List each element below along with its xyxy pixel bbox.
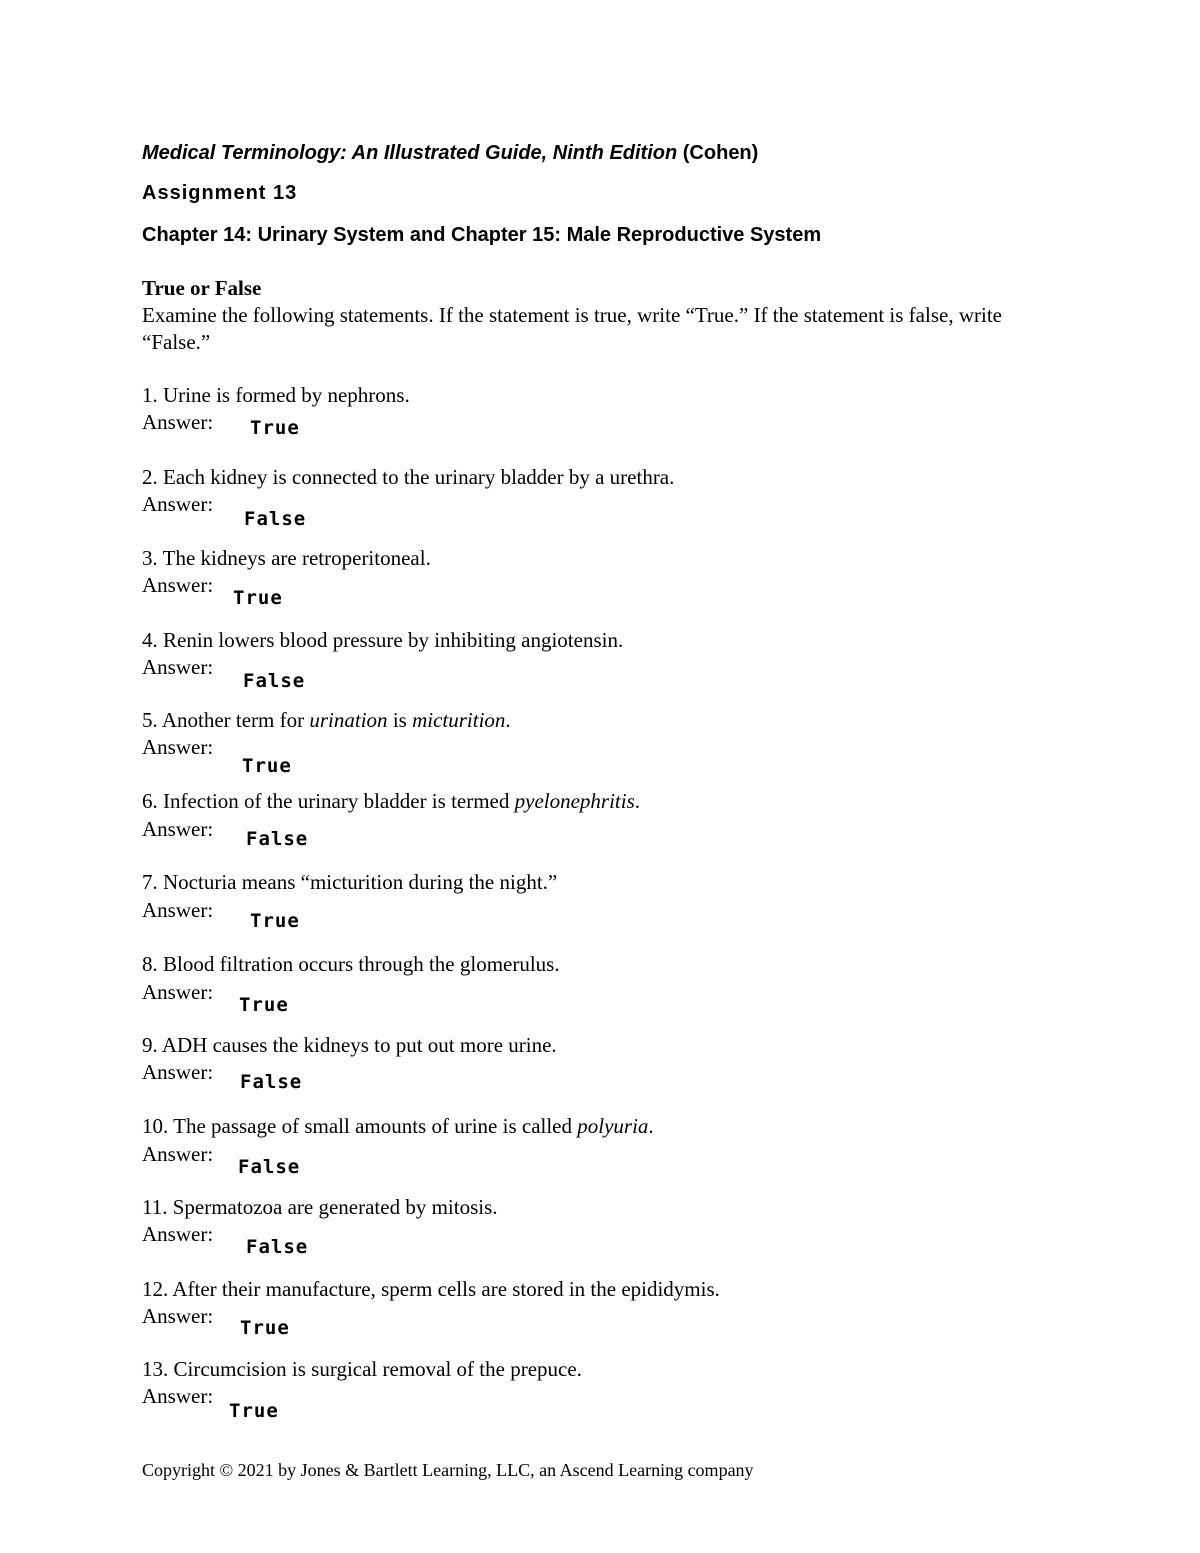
document-title-author: (Cohen) bbox=[677, 142, 759, 164]
question-7 bbox=[142, 870, 557, 895]
answer-value: False bbox=[246, 1236, 309, 1258]
question-3 bbox=[142, 546, 431, 571]
question-text: 3. The kidneys are retroperitoneal. bbox=[142, 546, 431, 570]
question-text: 12. After their manufacture, sperm cells are stored in the epididymis. bbox=[142, 1277, 720, 1301]
question-text: . bbox=[634, 789, 641, 813]
question-text: 4. Renin lowers blood pressure by inhibiting angiotensin. bbox=[142, 628, 624, 652]
question-11 bbox=[142, 1195, 498, 1220]
question-10 bbox=[142, 1114, 654, 1139]
answer-value: True bbox=[229, 1400, 279, 1422]
question-text-emphasis: pyelonephritis bbox=[514, 789, 635, 813]
question-text: 11. Spermatozoa are generated by mitosis. bbox=[142, 1195, 498, 1219]
question-text: 2. Each kidney is connected to the urinary bladder by a urethra. bbox=[142, 465, 675, 489]
copyright-footer: Copyright © 2021 by Jones & Bartlett Learning, LLC, an Ascend Learning company bbox=[142, 1460, 754, 1480]
question-text: 7. Nocturia means “micturition during the night.” bbox=[142, 870, 558, 894]
question-4 bbox=[142, 628, 623, 653]
answer-value: False bbox=[246, 828, 309, 850]
question-9 bbox=[142, 1033, 557, 1058]
question-text: 10. The passage of small amounts of urine is called bbox=[142, 1114, 578, 1138]
answer-label: Answer: bbox=[142, 1142, 214, 1166]
answer-label: Answer: bbox=[142, 898, 214, 922]
question-1 bbox=[142, 383, 410, 408]
answer-label: Answer: bbox=[142, 1060, 214, 1084]
section-title: True or False bbox=[142, 276, 262, 300]
question-6 bbox=[142, 789, 640, 814]
section-instructions: Examine the following statements. If the statement is true, write “True.” If the statement is false, write “False.” bbox=[142, 303, 1002, 354]
answer-label: Answer: bbox=[142, 1222, 214, 1246]
question-text: 1. Urine is formed by nephrons. bbox=[142, 383, 410, 407]
answer-value: False bbox=[244, 508, 307, 530]
answer-value: True bbox=[242, 755, 292, 777]
question-text: 9. ADH causes the kidneys to put out more urine. bbox=[142, 1033, 557, 1057]
question-text: . bbox=[505, 708, 511, 732]
answer-label: Answer: bbox=[142, 1304, 214, 1328]
document-title-italic: Medical Terminology: An Illustrated Guide, Ninth Edition bbox=[142, 142, 678, 164]
question-text-emphasis: polyuria bbox=[577, 1114, 649, 1138]
answer-value: True bbox=[239, 994, 289, 1016]
answer-value: True bbox=[250, 417, 300, 439]
answer-label: Answer: bbox=[142, 655, 214, 679]
answer-value: True bbox=[250, 910, 300, 932]
question-text: 13. Circumcision is surgical removal of the prepuce. bbox=[142, 1357, 582, 1381]
question-2 bbox=[142, 465, 674, 490]
answer-label: Answer: bbox=[142, 980, 214, 1004]
assignment-heading: Assignment 13 bbox=[142, 182, 298, 204]
question-text: 8. Blood filtration occurs through the glomerulus. bbox=[142, 952, 560, 976]
answer-value: False bbox=[240, 1071, 303, 1093]
question-13 bbox=[142, 1357, 582, 1382]
question-text: 6. Infection of the urinary bladder is termed bbox=[142, 789, 515, 813]
answer-value: True bbox=[233, 587, 283, 609]
question-text: . bbox=[648, 1114, 654, 1138]
question-5 bbox=[142, 708, 511, 733]
question-8 bbox=[142, 952, 560, 977]
answer-value: False bbox=[243, 670, 306, 692]
answer-label: Answer: bbox=[142, 1384, 214, 1408]
answer-label: Answer: bbox=[142, 492, 214, 516]
answer-label: Answer: bbox=[142, 573, 214, 597]
question-12 bbox=[142, 1277, 720, 1302]
question-text-emphasis: micturition bbox=[412, 708, 506, 732]
answer-value: False bbox=[238, 1156, 301, 1178]
question-text-emphasis: urination bbox=[309, 708, 388, 732]
answer-value: True bbox=[240, 1317, 290, 1339]
chapter-heading: Chapter 14: Urinary System and Chapter 15: Male Reproductive System bbox=[142, 224, 822, 246]
answer-label: Answer: bbox=[142, 735, 214, 759]
answer-label: Answer: bbox=[142, 817, 214, 841]
answer-label: Answer: bbox=[142, 410, 214, 434]
document-title bbox=[142, 142, 758, 165]
question-text: is bbox=[387, 708, 413, 732]
question-text: 5. Another term for bbox=[142, 708, 310, 732]
